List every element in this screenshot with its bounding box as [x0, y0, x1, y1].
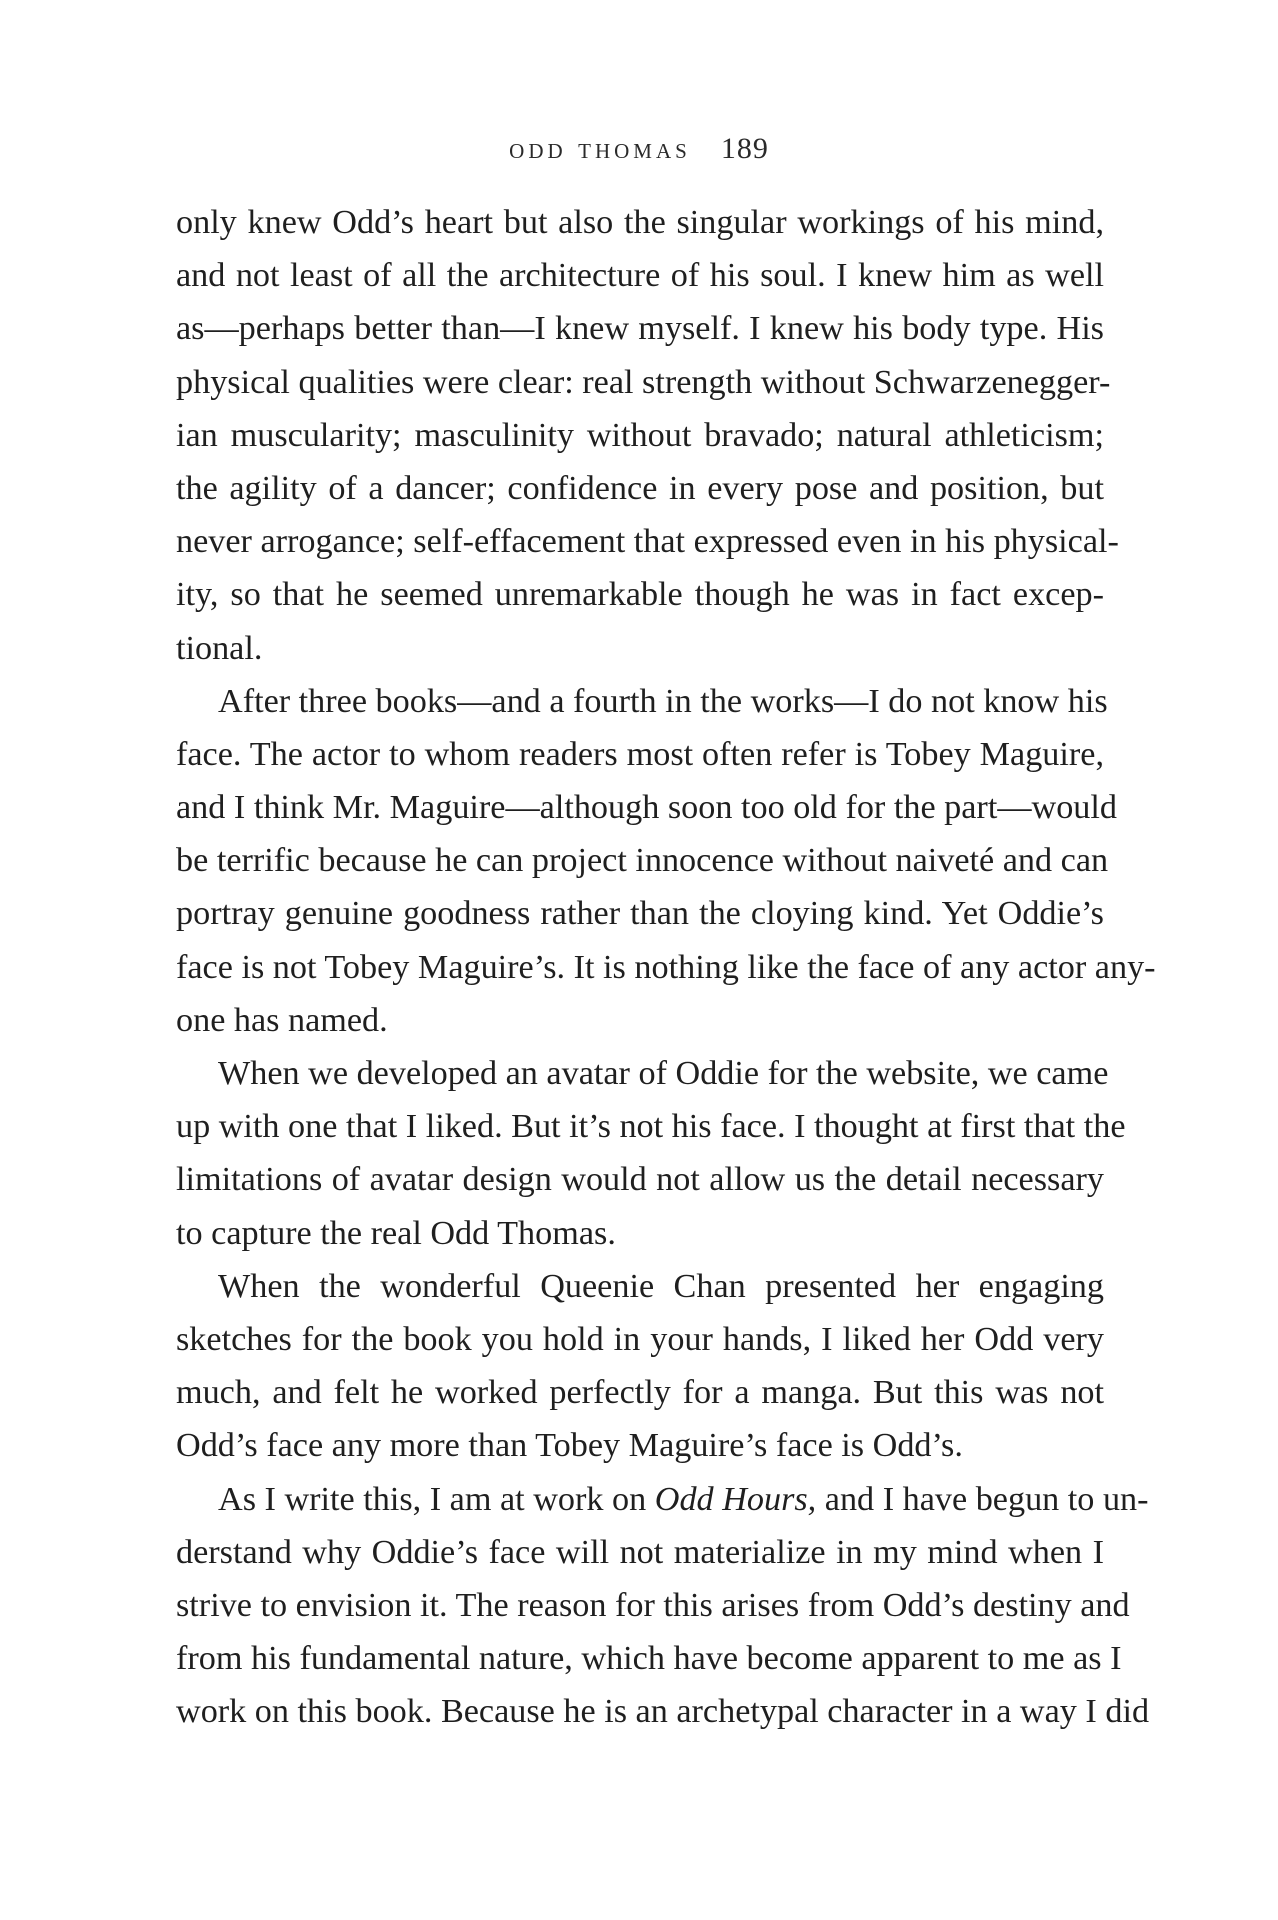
page-number: 189 — [720, 132, 769, 165]
text-line: from his fundamental nature, which have become apparent to me as I — [176, 1640, 1122, 1678]
body-text — [176, 196, 1156, 1738]
text-line: up with one that I liked. But it’s not his face. I thought at first that the — [176, 1108, 1126, 1146]
text-line: derstand why Oddie’s face will not materialize in my mind when I — [176, 1533, 1104, 1571]
text-line: tional. — [176, 629, 263, 667]
text-line: ian muscularity; masculinity without bravado; natural athleticism; — [176, 416, 1104, 454]
text-run: As I write this, I am at work on — [218, 1480, 655, 1518]
running-head-title: odd thomas — [509, 132, 691, 165]
text-line: physical qualities were clear: real strength without Schwarzenegger- — [176, 363, 1111, 401]
text-line: face. The actor to whom readers most often refer is Tobey Maguire, — [176, 735, 1104, 773]
text-line: only knew Odd’s heart but also the singular workings of his mind, — [176, 204, 1104, 241]
book-title-italic: Odd Hours, — [654, 1480, 817, 1518]
text-line: as—perhaps better than—I knew myself. I knew his body type. His — [176, 310, 1104, 348]
text-line: face is not Tobey Maguire’s. It is nothing like the face of any actor any- — [176, 948, 1156, 986]
text-line: be terrific because he can project innocence without naiveté and can — [176, 842, 1109, 880]
text-line: one has named. — [176, 1001, 388, 1039]
text-line: When the wonderful Queenie Chan presented her engaging — [218, 1267, 1104, 1305]
text-line: ity, so that he seemed unremarkable though he was in fact excep- — [176, 576, 1104, 614]
text-line: never arrogance; self-effacement that expressed even in his physical- — [176, 523, 1119, 561]
text-run: and I have begun to un- — [816, 1480, 1149, 1518]
text-line: work on this book. Because he is an archetypal character in a way I did — [176, 1693, 1150, 1731]
text-line: to capture the real Odd Thomas. — [176, 1214, 616, 1252]
running-head — [0, 132, 1278, 166]
text-line: limitations of avatar design would not allow us the detail necessary — [176, 1161, 1104, 1199]
text-line: strive to envision it. The reason for this arises from Odd’s destiny and — [176, 1586, 1130, 1624]
text-line: portray genuine goodness rather than the cloying kind. Yet Oddie’s — [176, 895, 1104, 933]
text-line: When we developed an avatar of Oddie for the website, we came — [218, 1055, 1109, 1092]
text-line: much, and felt he worked perfectly for a manga. But this was not — [176, 1374, 1104, 1412]
text-line — [176, 1473, 1149, 1526]
text-line: the agility of a dancer; confidence in every pose and position, but — [176, 469, 1104, 507]
text-line: and not least of all the architecture of his soul. I knew him as well — [176, 257, 1104, 295]
text-line: and I think Mr. Maguire—although soon too old for the part—would — [176, 789, 1117, 827]
text-line: After three books—and a fourth in the works—I do not know his — [218, 682, 1108, 720]
text-line: Odd’s face any more than Tobey Maguire’s face is Odd’s. — [176, 1427, 963, 1465]
text-line: sketches for the book you hold in your hands, I liked her Odd very — [176, 1320, 1104, 1358]
